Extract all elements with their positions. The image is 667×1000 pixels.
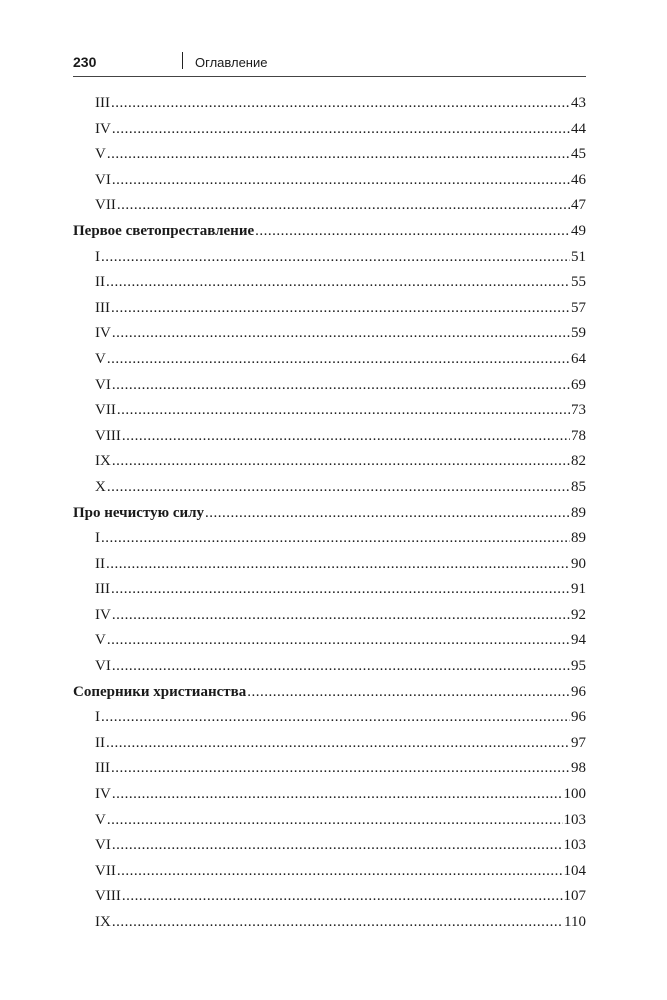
toc-section-entry (73, 193, 586, 219)
toc-section-entry (73, 117, 586, 143)
toc-entry-page: 104 (563, 862, 586, 879)
toc-entry-label: X (95, 478, 106, 495)
toc-section-entry (73, 628, 586, 654)
toc-entry-label: III (95, 581, 110, 598)
toc-entry-page: 51 (571, 248, 586, 265)
toc-section-entry (73, 398, 586, 424)
toc-entry-page: 96 (571, 683, 586, 700)
toc-entry-page: 69 (571, 376, 586, 393)
toc-entry-page: 89 (571, 504, 586, 521)
toc-entry-page: 55 (571, 274, 586, 291)
toc-entry-page: 107 (563, 888, 586, 905)
toc-entry-label: V (95, 811, 106, 828)
toc-entry-label: IV (95, 786, 111, 803)
toc-entry-label: VII (95, 197, 116, 214)
toc-section-entry (73, 782, 586, 808)
toc-dot-leader (255, 219, 570, 245)
toc-entry-page: 82 (571, 453, 586, 470)
toc-entry-label: III (95, 760, 110, 777)
toc-entry-page: 98 (571, 760, 586, 777)
toc-section-entry (73, 808, 586, 834)
toc-dot-leader (112, 654, 570, 680)
toc-dot-leader (111, 91, 570, 117)
toc-entry-label: V (95, 632, 106, 649)
toc-section-entry (73, 296, 586, 322)
toc-chapter-entry (73, 680, 586, 706)
toc-entry-label: VII (95, 402, 116, 419)
toc-chapter-entry (73, 219, 586, 245)
running-title: Оглавление (195, 55, 268, 70)
toc-dot-leader (107, 628, 570, 654)
toc-entry-page: 73 (571, 402, 586, 419)
toc-entry-label: Соперники христианства (73, 683, 247, 700)
toc-entry-page: 103 (563, 837, 586, 854)
toc-dot-leader (106, 552, 570, 578)
toc-dot-leader (112, 321, 570, 347)
toc-section-entry (73, 833, 586, 859)
toc-dot-leader (112, 117, 570, 143)
toc-entry-label: VIII (95, 427, 121, 444)
toc-dot-leader (101, 526, 570, 552)
toc-dot-leader (112, 449, 570, 475)
toc-entry-label: V (95, 350, 106, 367)
toc-entry-page: 64 (571, 350, 586, 367)
toc-dot-leader (107, 347, 570, 373)
toc-entry-label: VI (95, 171, 111, 188)
toc-section-entry (73, 526, 586, 552)
page-number: 230 (73, 54, 97, 70)
toc-dot-leader (112, 910, 563, 936)
toc-entry-page: 57 (571, 299, 586, 316)
toc-entry-label: VII (95, 862, 116, 879)
toc-entry-label: II (95, 555, 105, 572)
toc-entry-page: 59 (571, 325, 586, 342)
toc-chapter-entry (73, 501, 586, 527)
toc-entry-label: I (95, 709, 100, 726)
toc-section-entry (73, 449, 586, 475)
toc-dot-leader (107, 142, 570, 168)
toc-dot-leader (112, 603, 570, 629)
toc-dot-leader (112, 373, 570, 399)
toc-entry-page: 90 (571, 555, 586, 572)
toc-entry-page: 47 (571, 197, 586, 214)
toc-entry-page: 110 (564, 914, 586, 930)
toc-entry-label: VI (95, 658, 111, 675)
toc-entry-label: VI (95, 376, 111, 393)
toc-entry-page: 91 (571, 581, 586, 598)
header-separator (182, 52, 183, 69)
toc-entry-page: 95 (571, 658, 586, 675)
toc-entry-page: 100 (563, 786, 586, 803)
toc-section-entry (73, 91, 586, 117)
toc-entry-label: III (95, 299, 110, 316)
toc-dot-leader (117, 398, 570, 424)
toc-dot-leader (101, 245, 570, 271)
toc-dot-leader (112, 168, 570, 194)
toc-entry-page: 97 (571, 734, 586, 751)
toc-dot-leader (112, 833, 563, 859)
toc-entry-label: II (95, 274, 105, 291)
toc-entry-label: VI (95, 837, 111, 854)
toc-entry-page: 46 (571, 171, 586, 188)
toc-section-entry (73, 168, 586, 194)
toc-section-entry (73, 347, 586, 373)
toc-entry-label: V (95, 146, 106, 163)
toc-dot-leader (122, 424, 570, 450)
toc-section-entry (73, 884, 586, 910)
toc-entry-label: III (95, 95, 110, 111)
toc-section-entry (73, 475, 586, 501)
toc-section-entry (73, 577, 586, 603)
toc-dot-leader (117, 859, 563, 885)
toc-section-entry (73, 705, 586, 731)
toc-section-entry (73, 756, 586, 782)
toc-entry-label: Первое светопреставление (73, 222, 255, 239)
toc-entry-label: I (95, 248, 100, 265)
toc-section-entry (73, 373, 586, 399)
toc-section-entry (73, 424, 586, 450)
toc-entry-label: I (95, 530, 100, 547)
toc-dot-leader (106, 731, 570, 757)
toc-entry-page: 43 (571, 95, 586, 111)
toc-entry-label: IV (95, 120, 111, 137)
toc-section-entry (73, 552, 586, 578)
toc-section-entry (73, 731, 586, 757)
toc-entry-page: 89 (571, 530, 586, 547)
toc-entry-label: Про нечистую силу (73, 504, 205, 521)
toc-section-entry (73, 603, 586, 629)
toc-entry-label: VIII (95, 888, 121, 905)
toc-dot-leader (106, 270, 570, 296)
toc-entry-page: 45 (571, 146, 586, 163)
toc-dot-leader (205, 501, 570, 527)
toc-section-entry (73, 142, 586, 168)
toc-entry-page: 49 (571, 222, 586, 239)
toc-section-entry (73, 270, 586, 296)
toc-section-entry (73, 910, 586, 936)
toc-entry-page: 103 (563, 811, 586, 828)
toc-dot-leader (112, 782, 563, 808)
toc-section-entry (73, 654, 586, 680)
toc-entry-page: 78 (571, 427, 586, 444)
page-header (73, 50, 586, 77)
toc-dot-leader (122, 884, 563, 910)
toc-entry-label: IV (95, 325, 111, 342)
toc-section-entry (73, 321, 586, 347)
toc-entry-page: 92 (571, 606, 586, 623)
toc-dot-leader (107, 808, 563, 834)
toc-dot-leader (111, 296, 570, 322)
toc-section-entry (73, 245, 586, 271)
toc-dot-leader (101, 705, 570, 731)
toc-entry-page: 94 (571, 632, 586, 649)
toc-entry-label: IV (95, 606, 111, 623)
toc-dot-leader (117, 193, 570, 219)
toc-entry-page: 44 (571, 120, 586, 137)
toc-entry-page: 85 (571, 478, 586, 495)
toc-dot-leader (111, 756, 570, 782)
toc-section-entry (73, 859, 586, 885)
toc-dot-leader (111, 577, 570, 603)
toc-dot-leader (107, 475, 570, 501)
toc-dot-leader (247, 680, 570, 706)
toc-entry-label: IX (95, 914, 111, 930)
toc-entry-label: IX (95, 453, 111, 470)
toc-entry-page: 96 (571, 709, 586, 726)
table-of-contents (73, 91, 586, 936)
toc-entry-label: II (95, 734, 105, 751)
